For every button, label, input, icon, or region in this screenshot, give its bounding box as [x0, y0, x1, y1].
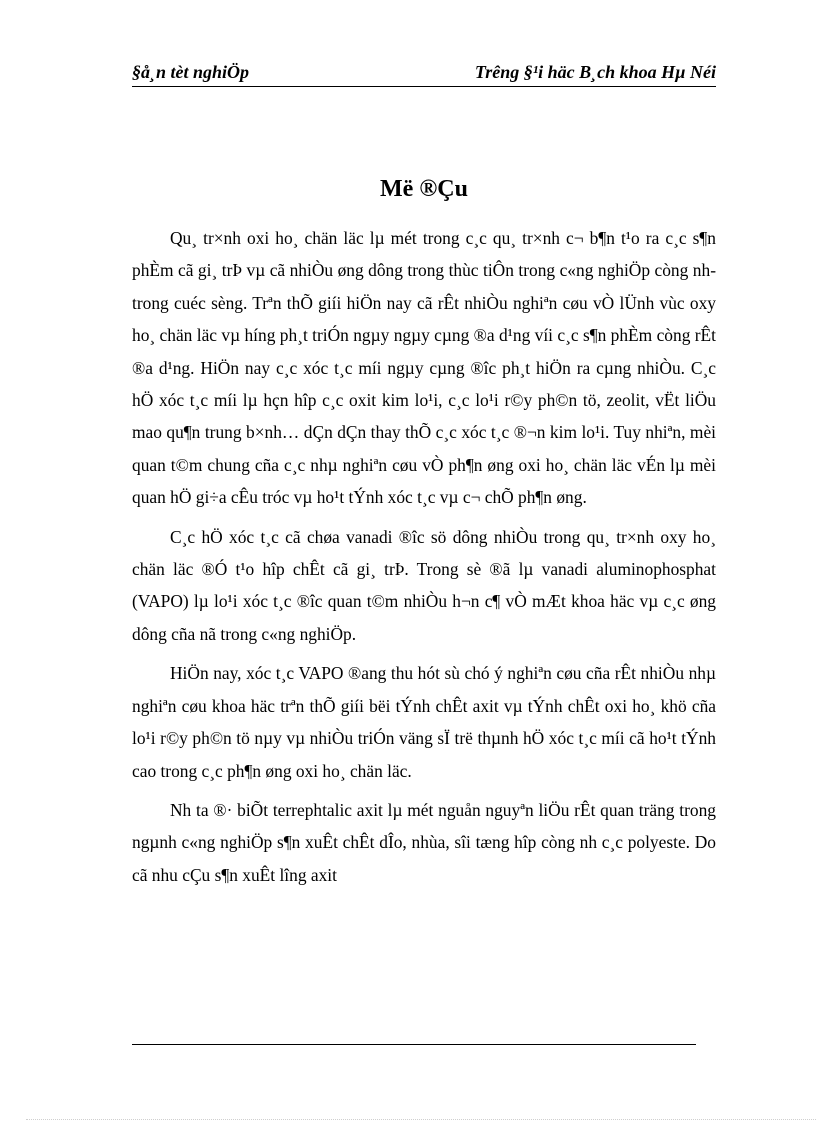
page-edge-divider	[26, 1119, 816, 1120]
header-left-text: §å¸n tèt nghiÖp	[132, 62, 250, 82]
body-text	[132, 222, 716, 898]
footer-rule	[132, 1044, 696, 1045]
header-right-text: Trêng §¹i häc B¸ch khoa Hµ Néi	[474, 62, 716, 82]
paragraph-3: HiÖn nay, xóc t¸c VAPO ®ang thu hót sù chó ý nghiªn cøu cña rÊt nhiÒu nhµ nghiªn cøu khoa häc trªn thÕ giíi bëi tÝnh chÊt axit vµ tÝnh chÊt oxi ho¸ khö cña lo¹i r©y ph©n tö nµy vµ nhiÒu triÓn väng sÏ trë thµnh hÖ xóc t¸c míi cã ho¹t tÝnh cao trong c¸c ph¶n øng oxi ho¸ chän läc.	[132, 663, 716, 781]
paragraph-2: C¸c hÖ xóc t¸c cã chøa vanadi ®îc sö dông nhiÒu trong qu¸ tr×nh oxy ho¸ chän läc ®Ó t¹o hîp chÊt cã gi¸ trÞ. Trong sè ®ã lµ vanadi aluminophosphat (VAPO) lµ lo¹i xóc t¸c ®îc quan t©m nhiÒu h¬n c¶ vÒ mÆt khoa häc vµ c¸c øng dông cña nã trong c«ng nghiÖp.	[132, 526, 716, 644]
paragraph-1: Qu¸ tr×nh oxi ho¸ chän läc lµ mét trong c¸c qu¸ tr×nh c¬ b¶n t¹o ra c¸c s¶n phÈm cã gi¸ trÞ vµ cã nhiÒu øng dông trong thùc tiÔn trong c«ng nghiÖp còng nh trong cuéc sèng. Trªn thÕ giíi hiÖn nay cã rÊt nhiÒu nghiªn cøu vÒ lÜnh vùc oxy ho¸ chän läc vµ híng ph¸t triÓn ngµy ngµy cµng ®a d¹ng víi c¸c s¶n phÈm còng rÊt ®a d¹ng. HiÖn nay c¸c xóc t¸c míi ngµy cµng ®îc ph¸t hiÖn ra cµng nhiÒu. C¸c hÖ xóc t¸c míi lµ hçn hîp c¸c oxit kim lo¹i, c¸c lo¹i r©y ph©n tö, zeolit, vËt liÖu mao qu¶n trung b×nh… dÇn dÇn thay thÕ c¸c xóc t¸c ®¬n kim lo¹i. Tuy nhiªn, mèi quan t©m chung cña c¸c nhµ nghiªn cøu vÒ ph¶n øng oxi ho¸ chän läc vÉn lµ mèi quan hÖ gi÷a cÊu tróc vµ ho¹t tÝnh xóc t¸c vµ c¬ chÕ ph¶n øng.	[132, 228, 716, 508]
page-title: Më ®Çu	[380, 176, 468, 202]
paragraph-4: Nh ta ®· biÕt terrephtalic axit lµ mét nguån nguyªn liÖu rÊt quan träng trong ngµnh c«ng nghiÖp s¶n xuÊt chÊt dÎo, nhùa, sîi tæng hîp còng nh c¸c polyeste. Do cã nhu cÇu s¶n xuÊt lîng axit	[132, 799, 716, 885]
running-header	[132, 58, 716, 87]
